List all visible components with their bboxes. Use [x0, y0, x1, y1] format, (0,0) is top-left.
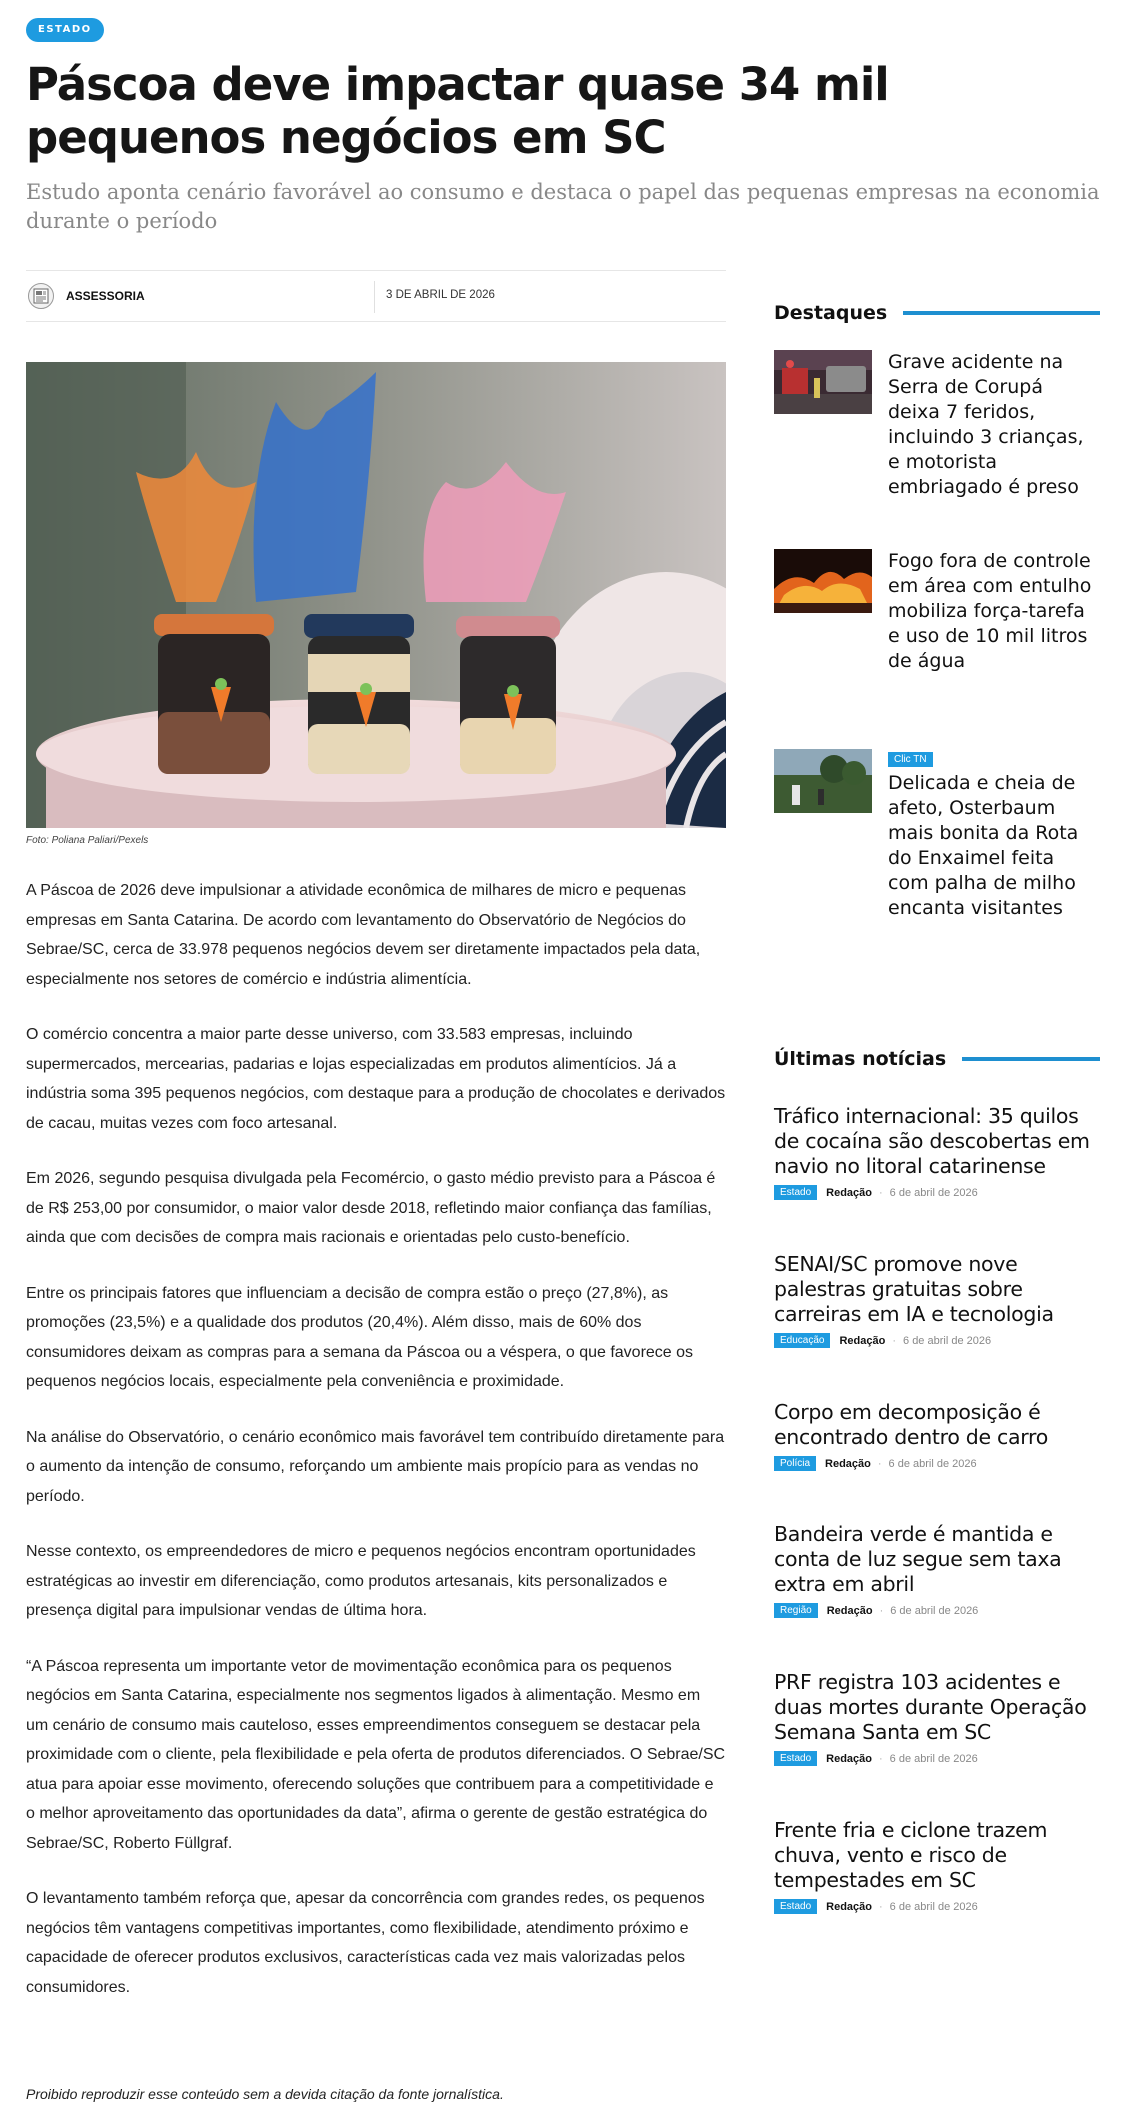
- latest-tag[interactable]: Região: [774, 1603, 818, 1618]
- publish-date: 3 DE ABRIL DE 2026: [386, 289, 495, 301]
- latest-heading-text: Últimas notícias: [774, 1048, 947, 1070]
- highlight-tag[interactable]: Clic TN: [888, 752, 933, 767]
- latest-heading: [774, 1048, 1100, 1070]
- highlight-title[interactable]: Grave acidente na Serra de Corupá deixa 7 feridos, incluindo 3 crianças, e motorista embriagado é preso: [888, 351, 1084, 498]
- latest-tag[interactable]: Polícia: [774, 1456, 816, 1471]
- latest-title[interactable]: Corpo em decomposição é encontrado dentro de carro: [774, 1400, 1048, 1449]
- latest-date: 6 de abril de 2026: [889, 1900, 978, 1913]
- paragraph: Entre os principais fatores que influenciam a decisão de compra estão o preço (27,8%), as promoções (23,5%) e a qualidade dos produtos (20,4%). Além disso, mais de 60% dos consumidores deixam as compras para a semana da Páscoa ou a véspera, o que favorece os pequenos negócios locais, especialmente pela conveniência e proximidade.: [26, 1284, 694, 1390]
- latest-tag[interactable]: Educação: [774, 1333, 830, 1348]
- newspaper-icon[interactable]: [28, 283, 54, 309]
- hero-image: [26, 362, 726, 828]
- latest-date: 6 de abril de 2026: [890, 1604, 979, 1617]
- highlight-title[interactable]: Fogo fora de controle em área com entulho mobiliza força-tarefa e uso de 10 mil litros de água: [888, 550, 1092, 672]
- article-subtitle: Estudo aponta cenário favorável ao consumo e destaca o papel das pequenas empresas na economia durante o período: [26, 180, 1100, 233]
- category-badge[interactable]: ESTADO: [26, 18, 104, 42]
- meta-separator: ·: [879, 1900, 883, 1913]
- latest-date: 6 de abril de 2026: [889, 1752, 978, 1765]
- latest-tag[interactable]: Estado: [774, 1751, 817, 1766]
- meta-divider: [374, 281, 375, 313]
- meta-separator: ·: [879, 1604, 884, 1617]
- latest-author[interactable]: Redação: [826, 1752, 872, 1765]
- latest-tag[interactable]: Estado: [774, 1899, 817, 1914]
- paragraph: Em 2026, segundo pesquisa divulgada pela Fecomércio, o gasto médio previsto para a Páscoa é de R$ 253,00 por consumidor, o maior valor desde 2018, refletindo maior confiança das famílias, ainda que com decisões de compra mais racionais e orientadas pelo custo-benefício.: [26, 1170, 716, 1246]
- latest-title[interactable]: PRF registra 103 acidentes e duas mortes durante Operação Semana Santa em SC: [774, 1670, 1087, 1744]
- paragraph: Na análise do Observatório, o cenário econômico mais favorável tem contribuído diretamente para o aumento da intenção de consumo, reforçando um ambiente mais propício para as vendas no período.: [26, 1428, 725, 1505]
- highlight-title[interactable]: Delicada e cheia de afeto, Osterbaum mais bonita da Rota do Enxaimel feita com palha de milho encanta visitantes: [888, 772, 1079, 919]
- highlight-thumbnail[interactable]: [774, 749, 872, 813]
- author-name[interactable]: ASSESSORIA: [66, 289, 145, 303]
- meta-separator: ·: [879, 1752, 883, 1765]
- meta-separator: ·: [877, 1457, 882, 1470]
- article-title: Páscoa deve impactar quase 34 mil pequenos negócios em SC: [26, 58, 889, 164]
- paragraph: O levantamento também reforça que, apesar da concorrência com grandes redes, os pequenos negócios têm vantagens competitivas importantes, como flexibilidade, atendimento próximo e capacidade de oferecer produtos exclusivos, características cada vez mais valorizadas pelos consumidores.: [26, 1890, 705, 1996]
- latest-title[interactable]: Frente fria e ciclone trazem chuva, vento e risco de tempestades em SC: [774, 1818, 1048, 1892]
- latest-author[interactable]: Redação: [826, 1900, 872, 1913]
- latest-item[interactable]: [774, 1818, 1104, 1914]
- highlights-heading: [774, 302, 1100, 324]
- latest-item[interactable]: [774, 1400, 1104, 1471]
- highlights-heading-text: Destaques: [774, 302, 888, 324]
- latest-item[interactable]: [774, 1252, 1104, 1348]
- highlight-thumbnail[interactable]: [774, 549, 872, 613]
- latest-title[interactable]: SENAI/SC promove nove palestras gratuitas sobre carreiras em IA e tecnologia: [774, 1252, 1054, 1326]
- article-body: [26, 876, 726, 2028]
- meta-separator: ·: [892, 1334, 897, 1347]
- latest-author[interactable]: Redação: [825, 1457, 871, 1470]
- latest-author[interactable]: Redação: [826, 1186, 872, 1199]
- latest-date: 6 de abril de 2026: [889, 1186, 978, 1199]
- copyright-note: Proibido reproduzir esse conteúdo sem a devida citação da fonte jornalística.: [26, 2086, 504, 2102]
- latest-item[interactable]: [774, 1670, 1104, 1766]
- paragraph: A Páscoa de 2026 deve impulsionar a atividade econômica de milhares de micro e pequenas empresas em Santa Catarina. De acordo com levantamento do Observatório de Negócios do Sebrae/SC, cerca de 33.978 pequenos negócios devem ser diretamente impactados pela data, especialmente nos setores de comércio e indústria alimentícia.: [26, 882, 701, 988]
- latest-title[interactable]: Bandeira verde é mantida e conta de luz segue sem taxa extra em abril: [774, 1522, 1062, 1596]
- latest-date: 6 de abril de 2026: [903, 1334, 992, 1347]
- latest-date: 6 de abril de 2026: [888, 1457, 977, 1470]
- heading-rule: [903, 311, 1100, 315]
- latest-tag[interactable]: Estado: [774, 1185, 817, 1200]
- image-caption: Foto: Poliana Paliari/Pexels: [26, 835, 149, 846]
- heading-rule: [962, 1057, 1100, 1061]
- article-meta-bar: [26, 270, 726, 322]
- latest-author[interactable]: Redação: [826, 1604, 873, 1617]
- paragraph: Nesse contexto, os empreendedores de micro e pequenos negócios encontram oportunidades estratégicas ao investir em diferenciação, como produtos artesanais, kits personalizados e presença digital para impulsionar vendas de última hora.: [26, 1543, 696, 1619]
- latest-item[interactable]: [774, 1104, 1104, 1200]
- latest-title[interactable]: Tráfico internacional: 35 quilos de cocaína são descobertas em navio no litoral catarinense: [774, 1104, 1090, 1178]
- meta-separator: ·: [879, 1186, 883, 1199]
- paragraph: O comércio concentra a maior parte desse universo, com 33.583 empresas, incluindo supermercados, mercearias, padarias e lojas especializadas em produtos alimentícios. Já a indústria soma 395 pequenos negócios, com destaque para a produção de chocolates e derivados de cacau, muitas vezes com foco artesanal.: [26, 1026, 726, 1132]
- paragraph: “A Páscoa representa um importante vetor de movimentação econômica para os pequenos negócios em Santa Catarina, especialmente nos segmentos ligados à alimentação. Mesmo em um cenário de consumo mais cauteloso, esses empreendimentos conseguem se destacar pela proximidade com o cliente, pela flexibilidade e pela oferta de produtos diferenciados. O Sebrae/SC atua para apoiar esse movimento, oferecendo soluções que contribuem para a competitividade e o melhor aproveitamento das oportunidades da data”, afirma o gerente de gestão estratégica do Sebrae/SC, Roberto Füllgraf.: [26, 1657, 726, 1852]
- latest-author[interactable]: Redação: [839, 1334, 886, 1347]
- highlight-thumbnail[interactable]: [774, 350, 872, 414]
- latest-item[interactable]: [774, 1522, 1104, 1618]
